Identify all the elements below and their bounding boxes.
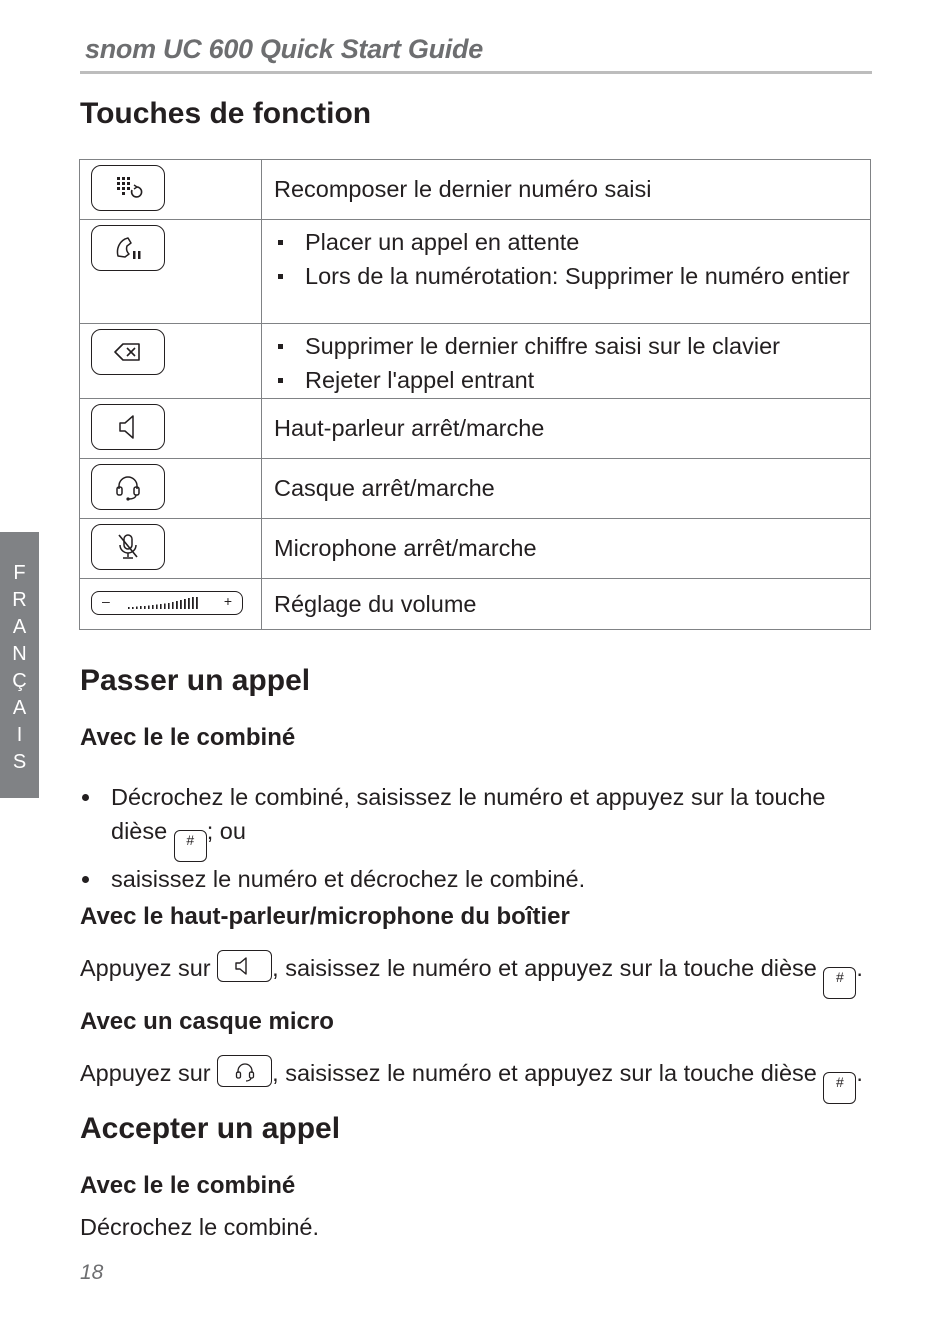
header-rule bbox=[80, 71, 872, 74]
table-row bbox=[80, 324, 871, 399]
function-keys-table bbox=[79, 159, 871, 630]
headset-instruction: Appuyez sur , saisissez le numéro et appuyez sur la touche dièse # . bbox=[80, 1055, 863, 1104]
speaker-key-icon bbox=[217, 950, 272, 982]
headset-subheading: Avec un casque micro bbox=[80, 1008, 334, 1035]
function-keys-heading: Touches de fonction bbox=[80, 97, 372, 130]
table-cell: Recomposer le dernier numéro saisi bbox=[262, 160, 871, 220]
headset-icon bbox=[91, 464, 165, 510]
list-item: Décrochez le combiné, saisissez le numéro et appuyez sur la touche dièse # ; ou bbox=[80, 780, 860, 862]
mute-microphone-icon bbox=[91, 524, 165, 570]
page-number: 18 bbox=[80, 1261, 104, 1284]
table-row bbox=[80, 579, 871, 630]
list-item: Placer un appel en attente bbox=[274, 225, 860, 259]
hash-key-icon: # bbox=[174, 830, 207, 862]
side-tab-letter: N bbox=[12, 643, 27, 665]
table-row bbox=[80, 459, 871, 519]
hash-key-icon: # bbox=[823, 1072, 856, 1104]
accept-handset-instruction: Décrochez le combiné. bbox=[80, 1214, 320, 1240]
accept-handset-subheading: Avec le le combiné bbox=[80, 1172, 296, 1199]
speaker-subheading: Avec le haut-parleur/microphone du boîtier bbox=[80, 903, 570, 930]
side-tab-letter: S bbox=[12, 751, 27, 773]
side-tab-letter: F bbox=[13, 562, 26, 584]
make-call-heading: Passer un appel bbox=[80, 664, 311, 697]
list-item: saisissez le numéro et décrochez le combiné. bbox=[80, 862, 860, 896]
handset-subheading: Avec le le combiné bbox=[80, 724, 296, 751]
table-row bbox=[80, 220, 871, 324]
speaker-instruction: Appuyez sur , saisissez le numéro et appuyez sur la touche dièse # . bbox=[80, 950, 863, 999]
side-tab-letter: A bbox=[12, 616, 27, 638]
side-tab-letter: I bbox=[16, 724, 23, 746]
language-side-tab bbox=[0, 532, 39, 798]
table-cell: Casque arrêt/marche bbox=[262, 459, 871, 519]
volume-plus-label: + bbox=[223, 593, 232, 609]
table-cell: Réglage du volume bbox=[262, 579, 871, 630]
accept-call-heading: Accepter un appel bbox=[80, 1112, 341, 1145]
handset-instructions bbox=[80, 780, 860, 896]
list-item: Rejeter l'appel entrant bbox=[274, 363, 860, 397]
speaker-icon bbox=[91, 404, 165, 450]
list-item: Supprimer le dernier chiffre saisi sur le clavier bbox=[274, 329, 860, 363]
hold-icon bbox=[91, 225, 165, 271]
table-cell: Haut-parleur arrêt/marche bbox=[262, 399, 871, 459]
list-item: Lors de la numérotation: Supprimer le numéro entier bbox=[274, 259, 860, 290]
hash-key-icon: # bbox=[823, 967, 856, 999]
volume-minus-label: – bbox=[102, 593, 110, 609]
side-tab-letter: R bbox=[12, 589, 27, 611]
table-row bbox=[80, 399, 871, 459]
bullet-list bbox=[274, 329, 860, 397]
delete-icon bbox=[91, 329, 165, 375]
table-row bbox=[80, 519, 871, 579]
side-tab-letter: A bbox=[12, 697, 27, 719]
bullet-list bbox=[274, 225, 860, 290]
headset-key-icon bbox=[217, 1055, 272, 1087]
table-row bbox=[80, 160, 871, 220]
document-header-title: snom UC 600 Quick Start Guide bbox=[85, 34, 483, 64]
volume-slider-icon bbox=[91, 591, 243, 615]
table-cell: Microphone arrêt/marche bbox=[262, 519, 871, 579]
redial-icon bbox=[91, 165, 165, 211]
side-tab-letter: Ç bbox=[12, 670, 27, 692]
